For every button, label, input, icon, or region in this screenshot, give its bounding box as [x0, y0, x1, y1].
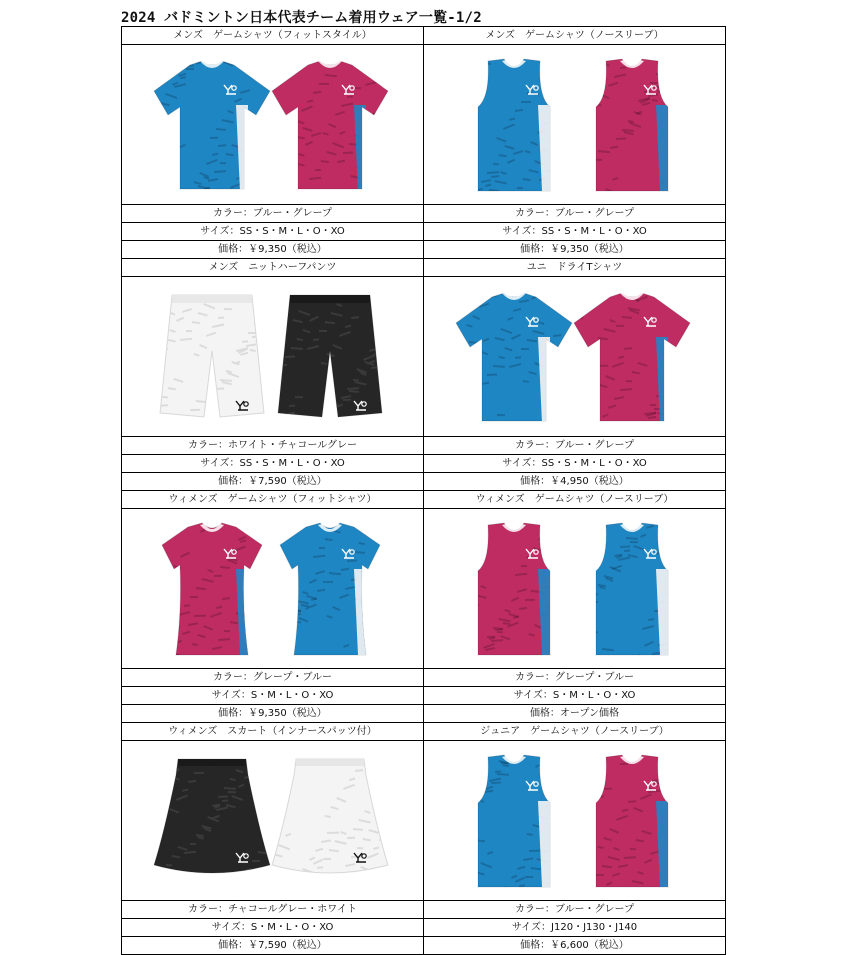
product-name: ウィメンズ スカート（インナースパッツ付）: [122, 723, 423, 741]
product-cell: [122, 259, 424, 491]
waistband: [296, 759, 364, 766]
product-image: [424, 45, 725, 205]
product-sizes: サイズ：S・M・L・O・XO: [122, 687, 423, 705]
product-color: カラー：ブルー・グレープ: [424, 205, 725, 223]
product-sizes: サイズ：S・M・L・O・XO: [424, 687, 725, 705]
shorts-garment-0: [152, 290, 280, 424]
product-sizes: サイズ：SS・S・M・L・O・XO: [122, 455, 423, 473]
garment-body: [574, 293, 690, 421]
tank-garment-1: [572, 754, 700, 891]
tank-garment-0: [457, 55, 579, 192]
product-price: 価格：￥7,590（税込）: [218, 940, 327, 951]
product-row: [122, 259, 726, 491]
waistband: [178, 759, 246, 766]
product-cell: [424, 491, 726, 723]
product-price: 価格：￥6,600（税込）: [520, 940, 629, 951]
product-name: メンズ ニットハーフパンツ: [122, 259, 423, 277]
product-cell: [122, 491, 424, 723]
tshirt-garment-0: [152, 57, 282, 193]
product-illustration: [424, 741, 725, 900]
product-illustration: [424, 277, 725, 436]
product-image: [122, 45, 423, 205]
waistband: [172, 295, 252, 303]
womens-garment-0: [152, 520, 278, 659]
product-price: 価格：￥4,950（税込）: [520, 476, 629, 487]
product-name: メンズ ゲームシャツ（ノースリーブ）: [424, 27, 725, 45]
waistband: [290, 295, 370, 303]
skirt-garment-0: [152, 754, 276, 886]
womens-garment-1: [271, 520, 397, 662]
product-price: 価格：￥9,350（税込）: [520, 244, 629, 255]
product-cell: [424, 259, 726, 491]
product-cell: [424, 27, 726, 259]
tshirt-garment-1: [270, 57, 400, 191]
garment-body: [154, 61, 270, 189]
product-illustration: [424, 45, 725, 204]
garment-body: [160, 295, 264, 417]
garment-body: [456, 293, 572, 421]
product-image: [424, 509, 725, 669]
product-sizes: サイズ：J120・J130・J140: [424, 919, 725, 937]
product-image: [122, 277, 423, 437]
tank-garment-0: [455, 754, 581, 892]
product-name: メンズ ゲームシャツ（フィットスタイル）: [122, 27, 423, 45]
product-color: カラー：グレープ・ブルー: [424, 669, 725, 687]
product-price: 価格：￥9,350（税込）: [218, 244, 327, 255]
tshirt-garment-0: [455, 287, 585, 425]
product-color: カラー：チャコールグレー・ホワイト: [122, 901, 423, 919]
product-price: 価格：￥9,350（税込）: [218, 708, 327, 719]
product-image: [122, 741, 423, 901]
product-illustration: [122, 45, 423, 204]
product-sizes: サイズ：SS・S・M・L・O・XO: [122, 223, 423, 241]
skirt-garment-1: [271, 752, 395, 884]
product-price: 価格：￥7,590（税込）: [218, 476, 327, 487]
page-title: 2024 バドミントン日本代表チーム着用ウェア一覧-1/2: [121, 10, 482, 26]
product-row: [122, 723, 726, 955]
product-color: カラー：ブルー・グレープ: [122, 205, 423, 223]
product-color: カラー：ブルー・グレープ: [424, 437, 725, 455]
product-name: ウィメンズ ゲームシャツ（ノースリーブ）: [424, 491, 725, 509]
product-sizes: サイズ：SS・S・M・L・O・XO: [424, 455, 725, 473]
product-table: [121, 26, 726, 955]
product-price: 価格：オープン価格: [529, 708, 620, 719]
product-cell: [122, 27, 424, 259]
tank-garment-1: [571, 521, 701, 658]
product-color: カラー：ブルー・グレープ: [424, 901, 725, 919]
shorts-garment-1: [270, 290, 399, 425]
product-sizes: サイズ：S・M・L・O・XO: [122, 919, 423, 937]
tank-garment-0: [455, 521, 583, 655]
garment-body: [280, 523, 380, 655]
product-image: [424, 741, 725, 901]
product-cell: [122, 723, 424, 955]
product-color: カラー：ホワイト・チャコールグレー: [122, 437, 423, 455]
product-cell: [424, 723, 726, 955]
tank-garment-1: [571, 58, 698, 194]
product-illustration: [122, 741, 423, 900]
product-illustration: [122, 509, 423, 668]
garment-body: [154, 759, 270, 873]
product-color: カラー：グレープ・ブルー: [122, 669, 423, 687]
product-name: ジュニア ゲームシャツ（ノースリーブ）: [424, 723, 725, 741]
product-name: ユニ ドライTシャツ: [424, 259, 725, 277]
product-row: [122, 491, 726, 723]
product-illustration: [424, 509, 725, 668]
product-image: [122, 509, 423, 669]
product-illustration: [122, 277, 423, 436]
product-name: ウィメンズ ゲームシャツ（フィットシャツ）: [122, 491, 423, 509]
product-image: [424, 277, 725, 437]
product-row: [122, 27, 726, 259]
garment-body: [162, 523, 262, 655]
product-sizes: サイズ：SS・S・M・L・O・XO: [424, 223, 725, 241]
tshirt-garment-1: [571, 286, 696, 423]
